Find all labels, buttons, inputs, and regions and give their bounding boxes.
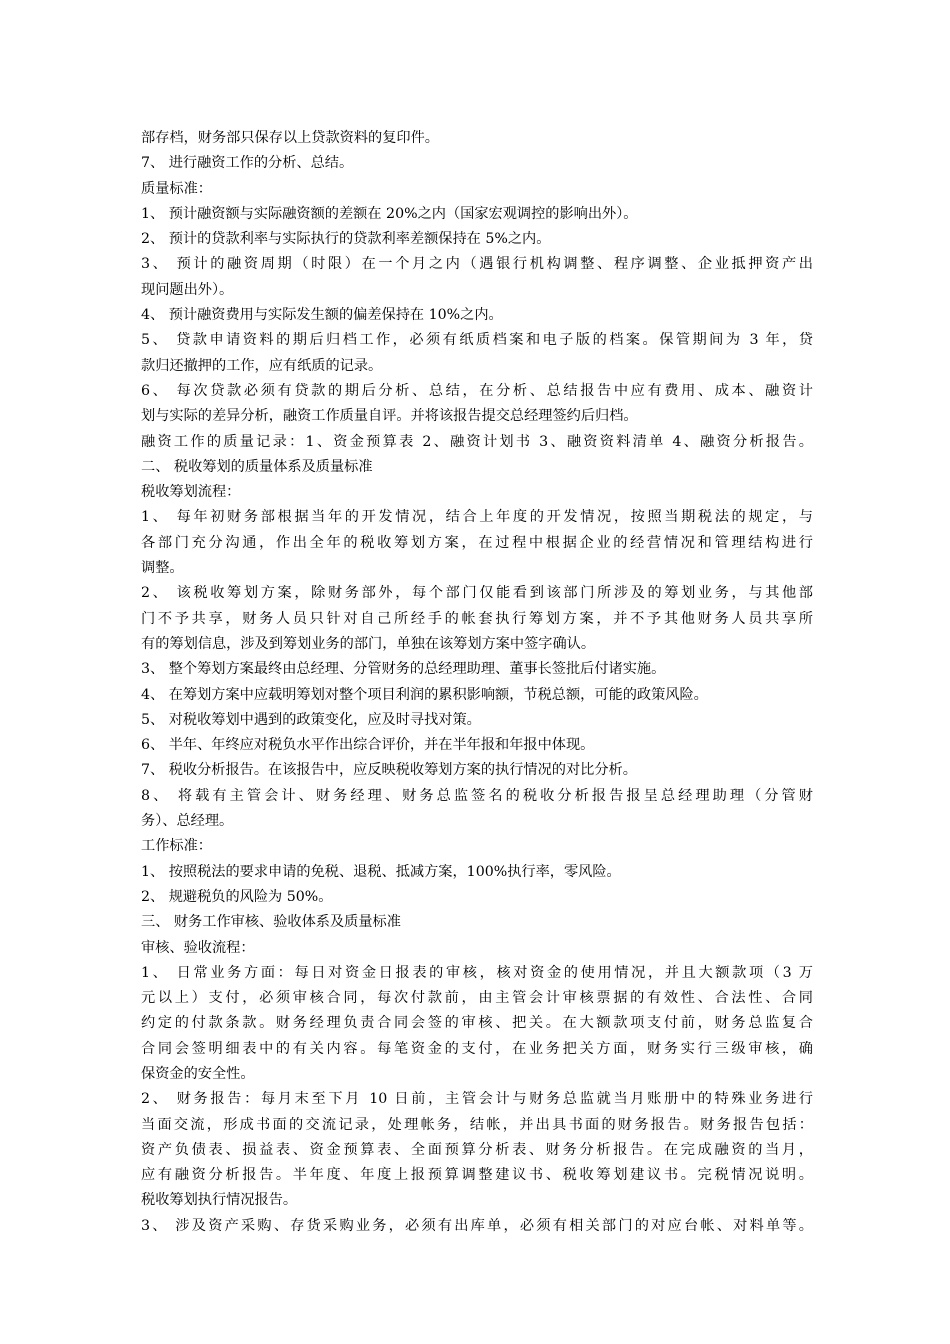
text-line: 6、 半年、年终应对税负水平作出综合评价，并在半年报和年报中体现。 (141, 737, 595, 754)
text-line: 7、 税收分析报告。在该报告中，应反映税收筹划方案的执行情况的对比分析。 (141, 762, 637, 779)
text-line: 8、 将载有主管会计、财务经理、财务总监签名的税收分析报告报呈总经理助理（分管财 (141, 787, 813, 804)
text-line: 门不予共享，财务人员只针对自己所经手的帐套执行筹划方案，并不予其他财务人员共享所 (141, 610, 813, 627)
text-line: 合同会签明细表中的有关内容。每笔资金的支付，在业务把关方面，财务实行三级审核，确 (141, 1040, 813, 1057)
text-line: 1、 按照税法的要求申请的免税、退税、抵减方案，100%执行率，零风险。 (141, 863, 621, 880)
text-line: 2、 财务报告：每月末至下月 10 日前，主管会计与财务总监就当月账册中的特殊业务进行 (141, 1091, 813, 1108)
text-line: 1、 每年初财务部根据当年的开发情况，结合上年度的开发情况，按照当期税法的规定，与 (141, 509, 813, 526)
text-line: 3、 涉及资产采购、存货采购业务，必须有出库单，必须有相关部门的对应台帐、对料单等。 (141, 1217, 813, 1234)
text-line: 质量标准： (141, 180, 212, 197)
text-line: 元以上）支付，必须审核合同，每次付款前，由主管会计审核票据的有效性、合法性、合同 (141, 990, 813, 1007)
text-line: 现问题出外）。 (141, 281, 234, 298)
text-line: 二、 税收筹划的质量体系及质量标准 (141, 458, 373, 475)
text-line: 调整。 (141, 560, 184, 577)
text-line: 约定的付款条款。财务经理负责合同会签的审核、把关。在大额款项支付前，财务总监复合 (141, 1015, 813, 1032)
text-line: 2、 该税收筹划方案，除财务部外，每个部门仅能看到该部门所涉及的筹划业务，与其他部 (141, 585, 813, 602)
text-line: 工作标准： (141, 838, 212, 855)
text-line: 划与实际的差异分析，融资工作质量自评。并将该报告提交总经理签约后归档。 (141, 408, 638, 425)
text-line: 2、 预计的贷款利率与实际执行的贷款利率差额保持在 5%之内。 (141, 231, 551, 248)
text-line: 税收筹划流程： (141, 484, 241, 501)
text-line: 各部门充分沟通，作出全年的税收筹划方案，在过程中根据企业的经营情况和管理结构进行 (141, 534, 813, 551)
text-line: 4、 在筹划方案中应载明筹划对整个项目利润的累积影响额，节税总额，可能的政策风险。 (141, 686, 708, 703)
text-line: 6、 每次贷款必须有贷款的期后分析、总结，在分析、总结报告中应有费用、成本、融资计 (141, 382, 813, 399)
text-line: 三、 财务工作审核、验收体系及质量标准 (141, 914, 401, 931)
text-line: 5、 贷款申请资料的期后归档工作，必须有纸质档案和电子版的档案。保管期间为 3 年，贷 (141, 332, 813, 349)
text-line: 4、 预计融资费用与实际发生额的偏差保持在 10%之内。 (141, 307, 503, 324)
text-line: 款归还撤押的工作，应有纸质的记录。 (141, 357, 383, 374)
text-line: 2、 规避税负的风险为 50%。 (141, 888, 333, 905)
text-line: 1、 日常业务方面：每日对资金日报表的审核，核对资金的使用情况，并且大额款项（3 万 (141, 964, 813, 981)
text-line: 应有融资分析报告。半年度、年度上报预算调整建议书、税收筹划建议书。完税情况说明。 (141, 1167, 813, 1184)
text-line: 部存档，财务部只保存以上贷款资料的复印件。 (141, 130, 439, 146)
text-line: 资产负债表、损益表、资金预算表、全面预算分析表、财务分析报告。在完成融资的当月， (141, 1141, 813, 1158)
text-line: 3、 预计的融资周期（时限）在一个月之内（遇银行机构调整、程序调整、企业抵押资产出 (141, 256, 813, 273)
text-line: 3、 整个筹划方案最终由总经理、分管财务的总经理助理、董事长签批后付诸实施。 (141, 661, 666, 678)
document-page (141, 126, 813, 1239)
text-line: 有的筹划信息，涉及到筹划业务的部门，单独在该筹划方案中签字确认。 (141, 635, 596, 652)
text-line: 7、 进行融资工作的分析、总结。 (141, 155, 354, 172)
text-line: 1、 预计融资额与实际融资额的差额在 20%之内（国家宏观调控的影响出外）。 (141, 205, 638, 222)
text-line: 税收筹划执行情况报告。 (141, 1192, 298, 1209)
text-line: 保资金的安全性。 (141, 1065, 255, 1082)
text-line: 融资工作的质量记录：1、资金预算表 2、融资计划书 3、融资资料清单 4、融资分析报告。 (141, 433, 813, 450)
text-line: 审核、验收流程： (141, 939, 255, 956)
text-line: 5、 对税收筹划中遇到的政策变化，应及时寻找对策。 (141, 711, 481, 728)
text-line: 务）、总经理。 (141, 813, 234, 830)
text-line: 当面交流，形成书面的交流记录，处理帐务，结帐，并出具书面的财务报告。财务报告包括： (141, 1116, 813, 1133)
